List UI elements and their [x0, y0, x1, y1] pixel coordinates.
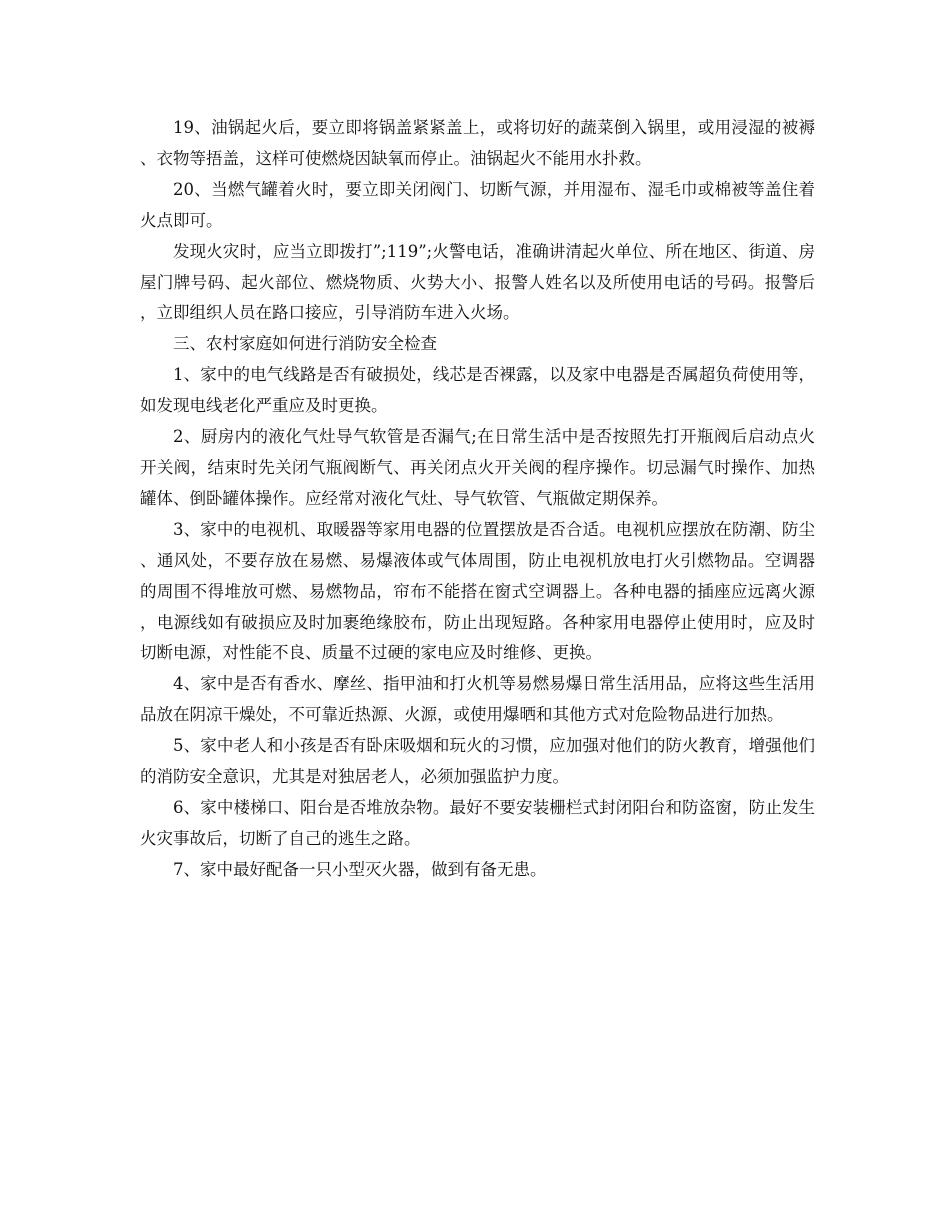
- paragraph-gas-tank-fire: 20、当燃气罐着火时，要立即关闭阀门、切断气源，并用湿布、湿毛巾或棉被等盖住着火点即可。: [140, 179, 815, 230]
- paragraph-check-wiring: 1、家中的电气线路是否有破损处，线芯是否裸露，以及家中电器是否属超负荷使用等，如发现电线老化严重应及时更换。: [140, 365, 815, 416]
- paragraph-fire-extinguisher: 7、家中最好配备一只小型灭火器，做到有备无患。: [173, 859, 547, 879]
- paragraph-oil-pan-fire: 19、油锅起火后，要立即将锅盖紧紧盖上，或将切好的蔬菜倒入锅里，或用浸湿的被褥、衣物等捂盖，这样可使燃烧因缺氧而停止。油锅起火不能用水扑救。: [140, 118, 815, 168]
- section-heading: 三、农村家庭如何进行消防安全检查: [173, 334, 437, 354]
- paragraph-report-fire: 发现火灾时，应当立即拨打”;119”;火警电话，准确讲清起火单位、所在地区、街道、房屋门牌号码、起火部位、燃烧物质、火势大小、报警人姓名以及所使用电话的号码。报警后，立即组织人员在路口接应，引导消防车进入火场。: [140, 241, 815, 323]
- paragraph-check-appliances: 3、家中的电视机、取暖器等家用电器的位置摆放是否合适。电视机应摆放在防潮、防尘、通风处，不要存放在易燃、易爆液体或气体周围，防止电视机放电打火引燃物品。空调器的周围不得堆放可燃、易燃物品，帘布不能搭在窗式空调器上。各种电器的插座应远离火源，电源线如有破损应及时加裹绝缘胶布，防止出现短路。各种家用电器停止使用时，应及时切断电源，对性能不良、质量不过硬的家电应及时维修、更换。: [140, 519, 815, 663]
- paragraph-check-gas-stove: 2、厨房内的液化气灶导气软管是否漏气;在日常生活中是否按照先打开瓶阀后启动点火开关阀，结束时先关闭气瓶阀断气、再关闭点火开关阀的程序操作。切忌漏气时操作、加热罐体、倒卧罐体操作。应经常对液化气灶、导气软管、气瓶做定期保养。: [140, 427, 815, 508]
- paragraph-check-stairs-balcony: 6、家中楼梯口、阳台是否堆放杂物。最好不要安装栅栏式封闭阳台和防盗窗，防止发生火灾事故后，切断了自己的逃生之路。: [140, 797, 815, 848]
- paragraph-check-flammables: 4、家中是否有香水、摩丝、指甲油和打火机等易燃易爆日常生活用品，应将这些生活用品放在阴凉干燥处，不可靠近热源、火源，或使用爆晒和其他方式对危险物品进行加热。: [140, 674, 815, 725]
- paragraph-check-elderly-children: 5、家中老人和小孩是否有卧床吸烟和玩火的习惯，应加强对他们的防火教育，增强他们的消防安全意识，尤其是对独居老人，必须加强监护力度。: [140, 736, 815, 787]
- document-page: [140, 113, 815, 886]
